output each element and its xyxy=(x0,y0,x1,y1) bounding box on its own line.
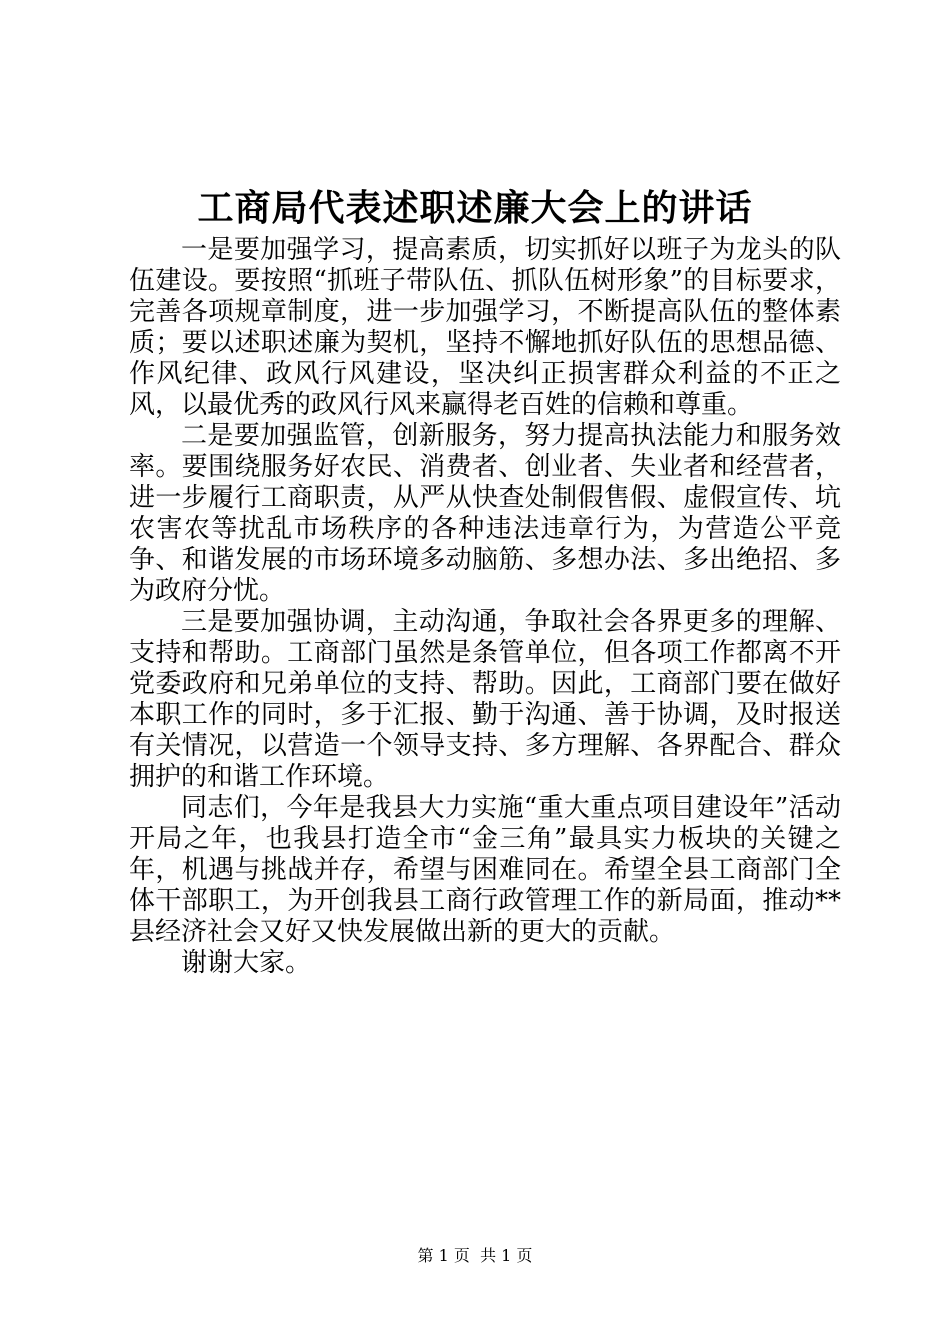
paragraph-5: 谢谢大家。 xyxy=(181,948,312,978)
paragraph-4: 同志们，今年是我县大力实施“重大重点项目建设年”活动开局之年，也我县打造全市“金三角”最具实力板块的关键之年，机遇与挑战并存，希望与困难同在。希望全县工商部门全体干部职工，为开创我县工商行政管理工作的新局面，推动**县经济社会又好又快发展做出新的更大的贡献。 xyxy=(129,793,841,947)
page-number-label: 第 1 页 共 1 页 xyxy=(417,1246,533,1265)
paragraph-1: 一是要加强学习，提高素质，切实抓好以班子为龙头的队伍建设。要按照“抓班子带队伍、抓队伍树形象”的目标要求，完善各项规章制度，进一步加强学习，不断提高队伍的整体素质；要以述职述廉为契机，坚持不懈地抓好队伍的思想品德、作风纪律、政风行风建设，坚决纠正损害群众利益的不正之风，以最优秀的政风行风来赢得老百姓的信赖和尊重。 xyxy=(129,235,841,420)
document-title: 工商局代表述职述廉大会上的讲话 xyxy=(197,187,753,229)
paragraph-3: 三是要加强协调，主动沟通，争取社会各界更多的理解、支持和帮助。工商部门虽然是条管单位，但各项工作都离不开党委政府和兄弟单位的支持、帮助。因此，工商部门要在做好本职工作的同时，多于汇报、勤于沟通、善于协调，及时报送有关情况，以营造一个领导支持、多方理解、各界配合、群众拥护的和谐工作环境。 xyxy=(129,607,841,792)
document-body xyxy=(129,235,841,979)
page-footer xyxy=(0,1244,950,1268)
paragraph-2: 二是要加强监管，创新服务，努力提高执法能力和服务效率。要围绕服务好农民、消费者、创业者、失业者和经营者，进一步履行工商职责，从严从快查处制假售假、虚假宣传、坑农害农等扰乱市场秩序的各种违法违章行为，为营造公平竞争、和谐发展的市场环境多动脑筋、多想办法、多出绝招、多为政府分忧。 xyxy=(129,421,841,606)
